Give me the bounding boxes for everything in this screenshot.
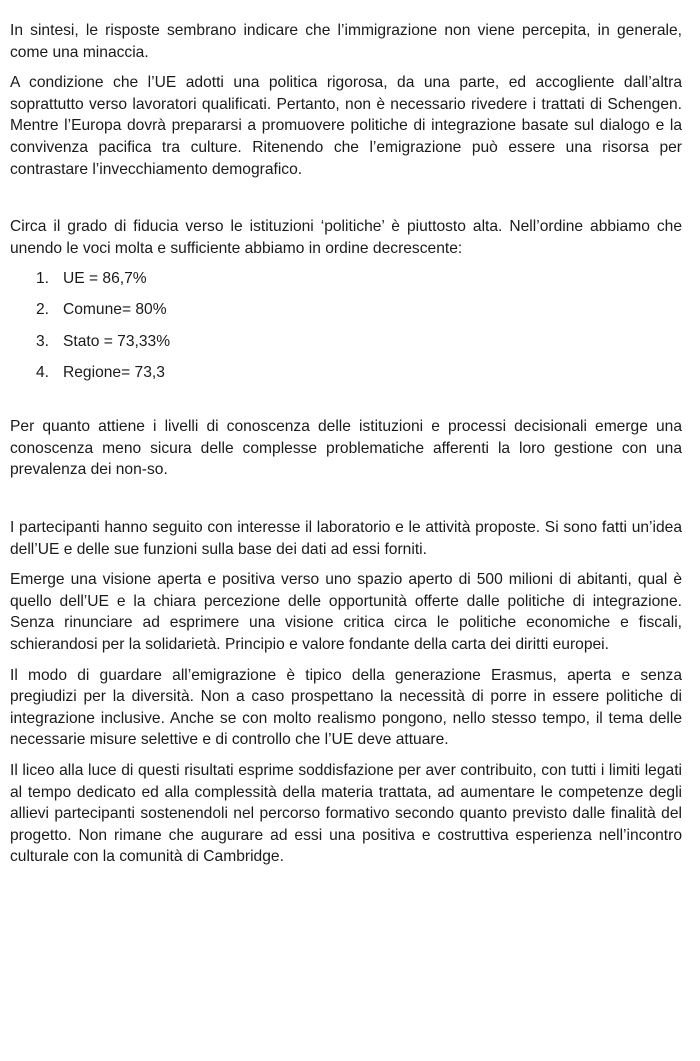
paragraph-open-vision: Emerge una visione aperta e positiva verso uno spazio aperto di 500 milioni di abitanti, qual è quello dell’UE e la chiara percezione delle opportunità offerte dalle politiche di integrazione. Senza rinunciare ad esprimere una visione critica circa le politiche economiche e fiscali, schierandosi per la solidarietà. Principio e valore fondante della carta dei diritti europei. <box>10 571 682 653</box>
list-item-number: 3. <box>36 332 50 350</box>
paragraph-eu-policy: A condizione che l’UE adotti una politica rigorosa, da una parte, ed accogliente dall’altra soprattutto verso lavoratori qualificati. Pertanto, non è necessario rivedere i trattati di Schengen. Mentre l’Europa dovrà prepararsi a promuovere politiche di integrazione basate sul dialogo e la convivenza pacifica tra culture. Ritenendo che l’emigrazione può essere una risorsa per contrastare l’invecchiamento demografico. <box>10 74 682 178</box>
list-item-number: 2. <box>36 301 50 319</box>
list-item <box>36 362 682 384</box>
list-item <box>36 299 682 321</box>
list-item-number: 1. <box>36 270 50 288</box>
paragraph-knowledge: Per quanto attiene i livelli di conoscenza delle istituzioni e processi decisionali emerge una conoscenza meno sicura delle complesse problematiche afferenti la loro gestione con una prevalenza dei non-so. <box>10 418 682 479</box>
paragraph-summary: In sintesi, le risposte sembrano indicare che l’immigrazione non viene percepita, in generale, come una minaccia. <box>10 22 682 61</box>
list-item-text: Comune= 80% <box>63 301 167 319</box>
paragraph-erasmus: Il modo di guardare all’emigrazione è tipico della generazione Erasmus, aperta e senza pregiudizi per la diversità. Non a caso prospettano la necessità di porre in essere politiche di integrazione inclusive. Anche se con molto realismo pongono, nello stesso tempo, il tema delle necessarie misure selettive e di controllo che l’UE deve attuare. <box>10 666 682 749</box>
list-item-number: 4. <box>36 363 50 381</box>
paragraph-participants: I partecipanti hanno seguito con interesse il laboratorio e le attività proposte. Si sono fatti un’idea dell’UE e delle sue funzioni sulla base dei dati ad essi forniti. <box>10 519 682 558</box>
paragraph-conclusion: Il liceo alla luce di questi risultati esprime soddisfazione per aver contribuito, con tutti i limiti legati al tempo dedicato ed alla complessità della materia trattata, ad aumentare le competenze degli allievi partecipanti sostenendoli nel percorso formativo secondo quanto previsto dalle finalità del progetto. Non rimane che augurare ad essi una positiva e costruttiva esperienza nell’incontro culturale con la comunità di Cambridge. <box>10 761 682 866</box>
list-item <box>36 331 682 353</box>
trust-ranking-list <box>10 268 682 383</box>
list-item-text: UE = 86,7% <box>63 270 147 288</box>
paragraph-trust-intro: Circa il grado di fiducia verso le istituzioni ‘politiche’ è piuttosto alta. Nell’ordine abbiamo che unendo le voci molta e sufficiente abbiamo in ordine decrescente: <box>10 218 682 257</box>
list-item <box>36 268 682 290</box>
list-item-text: Regione= 73,3 <box>63 363 165 381</box>
list-item-text: Stato = 73,33% <box>63 332 171 350</box>
